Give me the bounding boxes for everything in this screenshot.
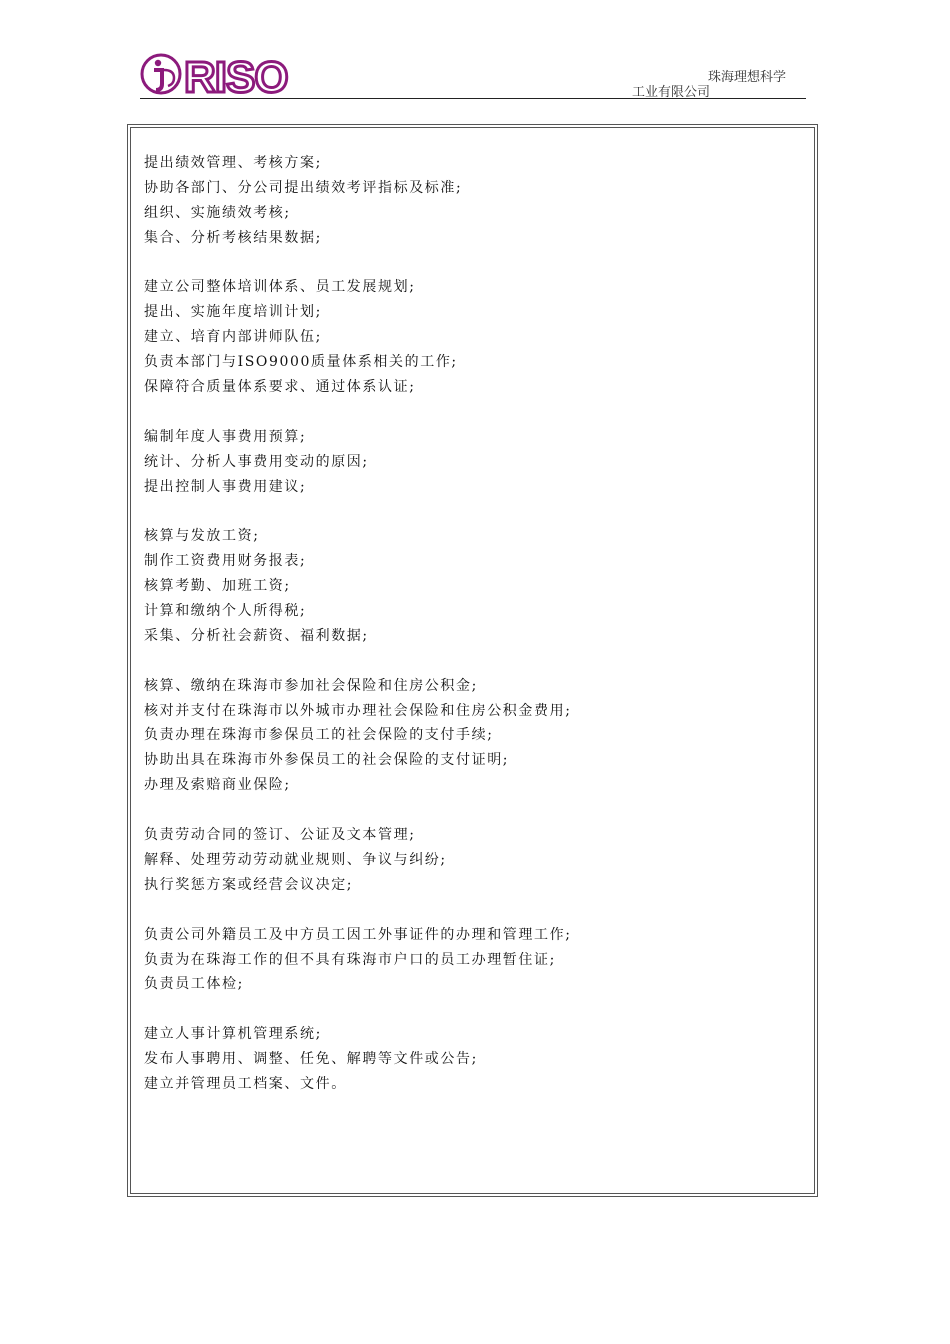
logo-wordmark: RISO: [184, 53, 288, 98]
duty-line: 保障符合质量体系要求、通过体系认证;: [144, 379, 416, 396]
duty-group-training: [144, 275, 784, 399]
duty-group-payroll: [144, 524, 784, 648]
duty-group-records: [144, 1022, 784, 1097]
duty-line: 提出、实施年度培训计划;: [144, 304, 322, 321]
duty-line: 制作工资费用财务报表;: [144, 553, 307, 570]
duty-line: 统计、分析人事费用变动的原因;: [144, 453, 369, 470]
duty-line: 编制年度人事费用预算;: [144, 428, 307, 445]
duty-line: 提出控制人事费用建议;: [144, 478, 307, 495]
duty-line: 负责本部门与ISO9000质量体系相关的工作;: [144, 354, 458, 371]
duty-line: 执行奖惩方案或经营会议决定;: [144, 876, 354, 893]
duty-list: [144, 151, 784, 1122]
riso-logo: [140, 50, 300, 98]
company-name-line2: 工业有限公司: [632, 85, 711, 100]
duty-line: 计算和缴纳个人所得税;: [144, 603, 307, 620]
duty-group-performance: [144, 151, 784, 251]
duty-line: 核对并支付在珠海市以外城市办理社会保险和住房公积金费用;: [144, 702, 572, 719]
duty-line: 核算与发放工资;: [144, 528, 260, 545]
duty-line: 提出绩效管理、考核方案;: [144, 155, 322, 171]
header-divider: [140, 98, 806, 99]
duty-line: 协助出具在珠海市外参保员工的社会保险的支付证明;: [144, 752, 510, 769]
duty-line: 建立并管理员工档案、文件。: [144, 1075, 347, 1092]
duty-line: 协助各部门、分公司提出绩效考评指标及标准;: [144, 179, 463, 196]
duty-line: 核算、缴纳在珠海市参加社会保险和住房公积金;: [144, 677, 478, 694]
duty-line: 发布人事聘用、调整、任免、解聘等文件或公告;: [144, 1051, 478, 1068]
duty-group-labor-contract: [144, 823, 784, 898]
duty-line: 采集、分析社会薪资、福利数据;: [144, 627, 369, 644]
company-name-line1: 珠海理想科学: [708, 70, 787, 85]
duty-group-budget: [144, 425, 784, 500]
duty-line: 建立公司整体培训体系、员工发展规划;: [144, 279, 416, 296]
duty-line: 负责劳动合同的签订、公证及文本管理;: [144, 827, 416, 844]
duty-line: 办理及索赔商业保险;: [144, 777, 291, 794]
duty-line: 集合、分析考核结果数据;: [144, 229, 322, 246]
duty-line: 解释、处理劳动劳动就业规则、争议与纠纷;: [144, 851, 447, 868]
duty-group-insurance: [144, 674, 784, 798]
duty-line: 建立、培育内部讲师队伍;: [144, 329, 322, 346]
duty-line: 负责员工体检;: [144, 976, 244, 993]
duty-line: 负责为在珠海工作的但不具有珠海市户口的员工办理暂住证;: [144, 951, 556, 968]
duty-line: 组织、实施绩效考核;: [144, 204, 291, 221]
duty-line: 负责公司外籍员工及中方员工因工外事证件的办理和管理工作;: [144, 926, 572, 943]
duty-line: 核算考勤、加班工资;: [144, 578, 291, 595]
duty-group-certificates: [144, 923, 784, 998]
duty-line: 建立人事计算机管理系统;: [144, 1026, 322, 1043]
duty-line: 负责办理在珠海市参保员工的社会保险的支付手续;: [144, 727, 494, 744]
